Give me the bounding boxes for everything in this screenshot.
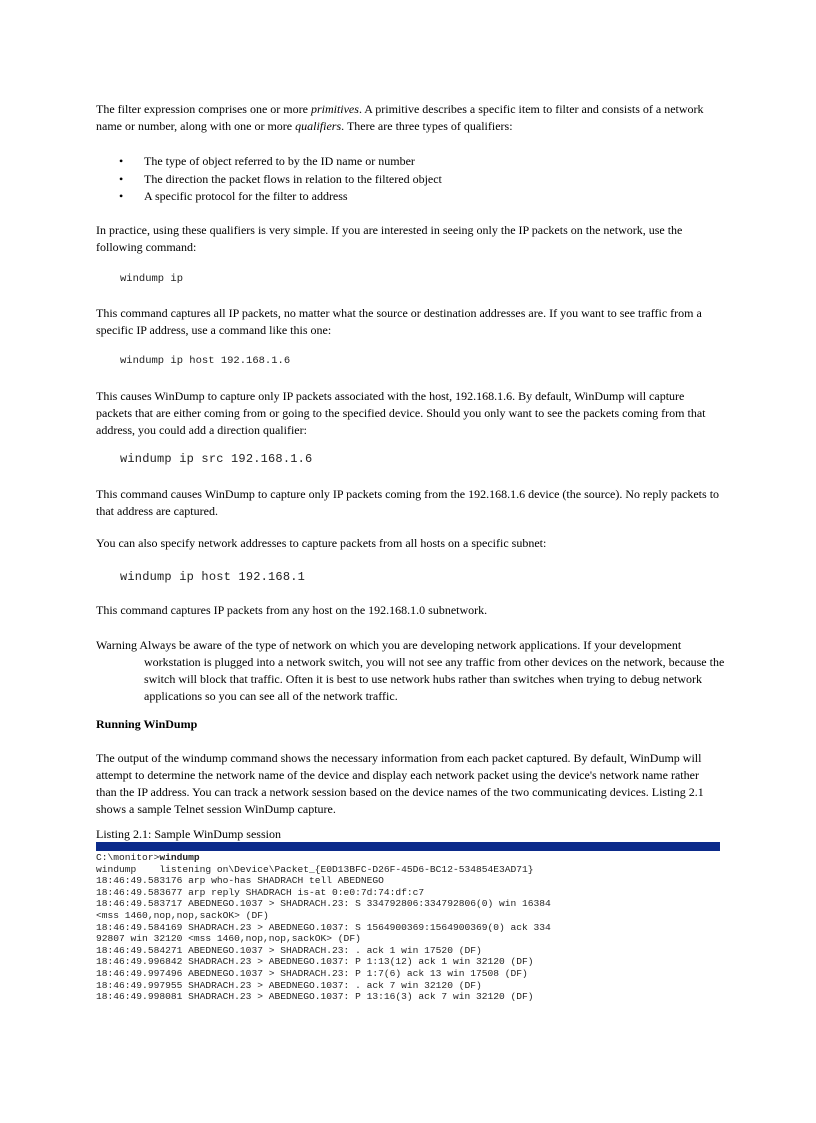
paragraph-host-capture xyxy=(96,388,720,439)
command-windump-src xyxy=(120,451,744,468)
listing-line: 18:46:49.998081 SHADRACH.23 > ABEDNEGO.1037: P 13:16(3) ack 7 win 32120 (DF) xyxy=(96,991,534,1003)
paragraph-subnetwork xyxy=(96,602,720,619)
paragraph-source xyxy=(96,486,720,520)
paragraph-text: In practice, using these qualifiers is very simple. If you are interested in seeing only the IP packets on the network, use the following command: xyxy=(96,223,683,254)
listing-caption xyxy=(96,826,720,843)
listing-line: 18:46:49.997955 SHADRACH.23 > ABEDNEGO.1037: . ack 7 win 32120 (DF) xyxy=(96,979,482,991)
heading-text: Running WinDump xyxy=(96,717,198,731)
listing-line: 18:46:49.997496 ABEDNEGO.1037 > SHADRACH.23: P 1:7(6) ack 13 win 17508 (DF) xyxy=(96,967,528,979)
command-windump-host xyxy=(120,353,744,370)
list-item-text: The direction the packet flows in relation to the filtered object xyxy=(144,171,442,186)
command-windump-ip xyxy=(120,271,744,288)
list-item-text: The type of object referred to by the ID name or number xyxy=(144,154,415,168)
term-qualifiers: qualifiers xyxy=(295,119,342,133)
code-line: windump ip host 192.168.1.6 xyxy=(120,355,291,367)
term-primitives: primitives xyxy=(310,102,359,116)
listing-line: 18:46:49.584271 ABEDNEGO.1037 > SHADRACH.23: . ack 1 win 17520 (DF) xyxy=(96,944,482,956)
listing-line: windump listening on\Device\Packet_{E0D13BFC-D26F-45D6-BC12-534854E3AD71} xyxy=(96,863,534,875)
list-item xyxy=(96,153,720,171)
listing-line: 18:46:49.583677 arp reply SHADRACH is-at 0:e0:7d:74:df:c7 xyxy=(96,886,425,898)
paragraph-output xyxy=(96,750,720,818)
listing-line: 18:46:49.996842 SHADRACH.23 > ABEDNEGO.1037: P 1:13(12) ack 1 win 32120 (DF) xyxy=(96,956,534,968)
listing-line: 92807 win 32120 <mss 1460,nop,nop,sackOK> (DF) xyxy=(96,933,361,945)
paragraph-subnet xyxy=(96,535,720,552)
bullet-icon: • xyxy=(119,189,124,203)
code-line: windump ip xyxy=(120,273,184,285)
warning-note xyxy=(96,637,726,705)
code-line: windump ip src 192.168.1.6 xyxy=(120,452,313,466)
p1-text-mid: . A primitive describes a specific item to filter and consists of a network name or number, along with one or more xyxy=(96,102,704,133)
paragraph-primitives xyxy=(96,101,720,135)
prompt-command: windump xyxy=(159,852,200,863)
command-windump-subnet xyxy=(120,569,744,586)
listing-line: <mss 1460,nop,nop,sackOK> (DF) xyxy=(96,909,269,921)
bullet-icon: • xyxy=(119,154,124,168)
list-item-text: A specific protocol for the filter to address xyxy=(144,189,348,203)
paragraph-text: The output of the windump command shows the necessary information from each packet captured. By default, WinDump will attempt to determine the network name of the device and display each network packet using the device's network name rather than the IP address. You can track a network session based on the device names of the two communicating devices. Listing 2.1 shows a sample Telnet session WinDump capture. xyxy=(96,751,704,816)
section-heading xyxy=(96,716,720,733)
paragraph-text: You can also specify network addresses to capture packets from all hosts on a specific subnet: xyxy=(96,536,547,550)
warning-text: Warning Always be aware of the type of network on which you are developing network applications. If your development workstation is plugged into a network switch, you will not see any traffic from other devices on the network, because the switch will block that traffic. Often it is best to use network hubs rather than switches when trying to debug network applications so you can see all of the network traffic. xyxy=(96,638,725,703)
caption-text: Listing 2.1: Sample WinDump session xyxy=(96,827,281,841)
paragraph-practice xyxy=(96,222,720,256)
listing-rule xyxy=(96,842,720,851)
prompt-path: C:\monitor> xyxy=(96,852,160,863)
paragraph-text: This causes WinDump to capture only IP packets associated with the host, 192.168.1.6. By default, WinDump will capture packets that are either coming from or going to the specified device. Should you only want to see the packets coming from that address, you could add a direction qualifier: xyxy=(96,389,706,437)
listing-line: 18:46:49.583717 ABEDNEGO.1037 > SHADRACH.23: S 334792806:334792806(0) win 16384 xyxy=(96,898,551,910)
paragraph-text: This command captures IP packets from any host on the 192.168.1.0 subnetwork. xyxy=(96,603,488,617)
paragraph-all-ip xyxy=(96,305,720,339)
code-line: windump ip host 192.168.1 xyxy=(120,570,306,584)
listing-prompt-line xyxy=(96,852,720,864)
paragraph-text: This command captures all IP packets, no matter what the source or destination addresses are. If you want to see traffic from a specific IP address, use a command like this one: xyxy=(96,306,702,337)
list-item xyxy=(96,188,720,206)
p1-text-pre: The filter expression comprises one or more xyxy=(96,102,311,116)
bullet-icon: • xyxy=(119,171,124,186)
paragraph-text: This command causes WinDump to capture only IP packets coming from the 192.168.1.6 device (the source). No reply packets to that address are captured. xyxy=(96,487,720,518)
listing-line: 18:46:49.584169 SHADRACH.23 > ABEDNEGO.1037: S 1564900369:1564900369(0) ack 334 xyxy=(96,921,551,933)
list-item xyxy=(96,171,720,189)
p1-text-post: . There are three types of qualifiers: xyxy=(341,119,513,133)
qualifier-list xyxy=(96,153,720,206)
listing-code-block xyxy=(96,852,720,1003)
listing-line: 18:46:49.583176 arp who-has SHADRACH tell ABEDNEGO xyxy=(96,875,384,887)
